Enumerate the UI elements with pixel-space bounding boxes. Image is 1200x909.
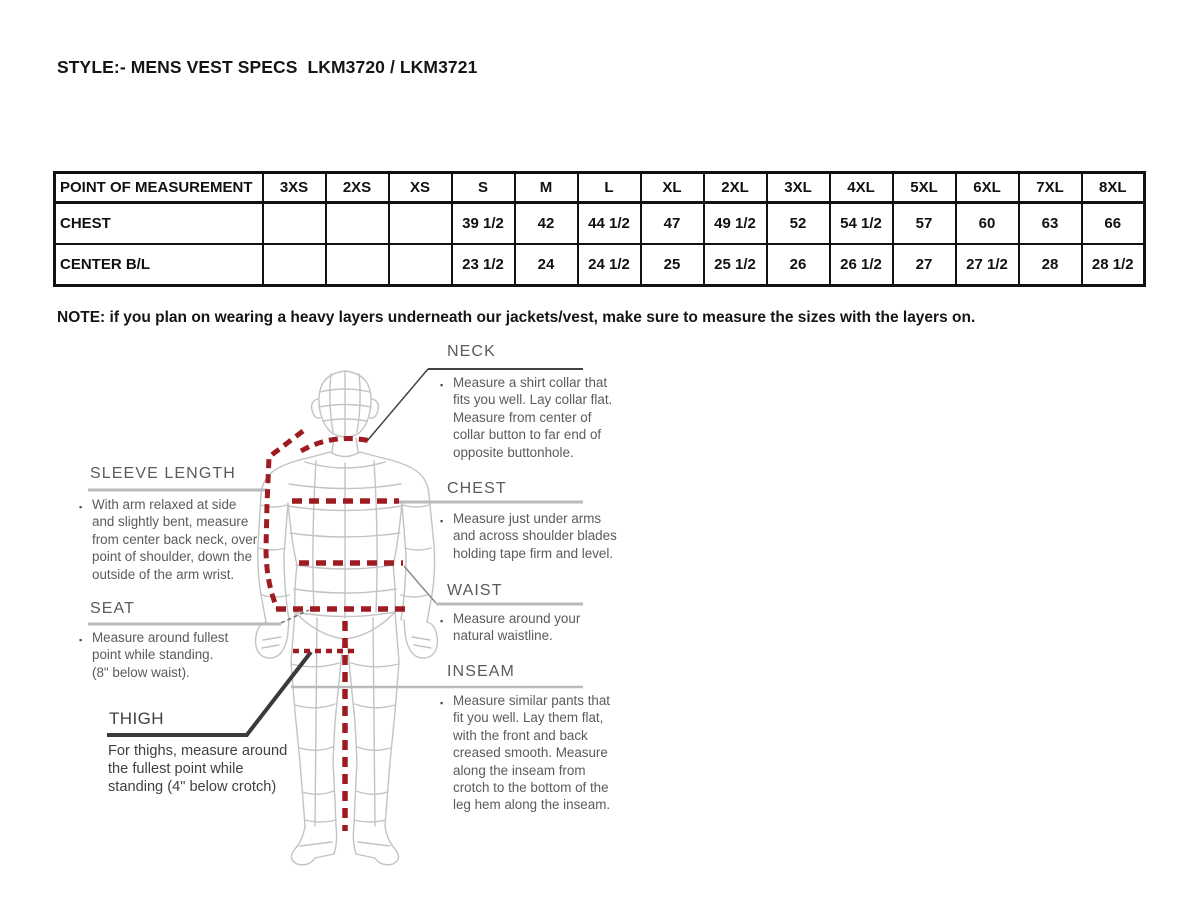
table-header-cell: 5XL <box>893 173 956 203</box>
inseam-heading: INSEAM <box>447 663 515 680</box>
table-cell <box>263 244 326 286</box>
bullet-square-icon: ▪ <box>440 380 444 390</box>
page-title: STYLE:- MENS VEST SPECS LKM3720 / LKM3721 <box>57 57 478 77</box>
waist-description: Measure around your natural waistline. <box>453 611 581 644</box>
row-label-cell: CENTER B/L <box>55 244 263 286</box>
table-cell: 57 <box>893 203 956 245</box>
table-cell: 44 1/2 <box>578 203 641 245</box>
table-header-cell: 3XL <box>767 173 830 203</box>
table-cell: 54 1/2 <box>830 203 893 245</box>
table-cell: 52 <box>767 203 830 245</box>
table-cell: 24 <box>515 244 578 286</box>
table-cell <box>389 244 452 286</box>
table-cell <box>389 203 452 245</box>
row-label-cell: CHEST <box>55 203 263 245</box>
table-header-cell: 6XL <box>956 173 1019 203</box>
thigh-heading: THIGH <box>109 709 164 728</box>
bullet-square-icon: ▪ <box>440 516 444 526</box>
table-cell: 66 <box>1082 203 1145 245</box>
bullet-square-icon: ▪ <box>79 635 83 645</box>
table-row <box>55 203 1145 245</box>
table-header-cell: 2XS <box>326 173 389 203</box>
table-cell: 49 1/2 <box>704 203 767 245</box>
table-header-cell: S <box>452 173 515 203</box>
table-cell <box>263 203 326 245</box>
table-header-row <box>55 173 1145 203</box>
chest-description: Measure just under arms and across shoulder blades holding tape firm and level. <box>453 511 617 561</box>
sleeve-length-heading: SLEEVE LENGTH <box>90 465 236 482</box>
table-cell: 25 <box>641 244 704 286</box>
table-cell: 28 1/2 <box>1082 244 1145 286</box>
table-cell: 28 <box>1019 244 1082 286</box>
table-cell: 39 1/2 <box>452 203 515 245</box>
table-cell: 27 1/2 <box>956 244 1019 286</box>
table-cell: 24 1/2 <box>578 244 641 286</box>
table-header-cell: 7XL <box>1019 173 1082 203</box>
inseam-description: Measure similar pants that fit you well. Lay them flat, with the front and back creased smooth. Measure along the inseam from crotch to the bottom of the leg hem along the inseam. <box>453 693 611 813</box>
table-cell: 23 1/2 <box>452 244 515 286</box>
table-cell: 60 <box>956 203 1019 245</box>
table-header-cell: XS <box>389 173 452 203</box>
seat-heading: SEAT <box>90 600 136 617</box>
table-header-cell: 2XL <box>704 173 767 203</box>
table-header-cell: L <box>578 173 641 203</box>
bullet-square-icon: ▪ <box>440 698 444 708</box>
table-row <box>55 244 1145 286</box>
table-cell: 47 <box>641 203 704 245</box>
note-text: NOTE: if you plan on wearing a heavy layers underneath our jackets/vest, make sure to measure the sizes with the layers on. <box>57 309 976 326</box>
neck-description: Measure a shirt collar that fits you well. Lay collar flat. Measure from center of collar button to far end of opposite buttonhole. <box>453 375 613 460</box>
table-cell: 27 <box>893 244 956 286</box>
table-cell <box>326 203 389 245</box>
table-header-cell: 8XL <box>1082 173 1145 203</box>
table-header-cell: 3XS <box>263 173 326 203</box>
thigh-description: For thighs, measure around the fullest point while standing (4" below crotch) <box>108 743 288 795</box>
neck-heading: NECK <box>447 343 496 360</box>
seat-description: Measure around fullest point while standing. (8" below waist). <box>92 630 229 680</box>
table-cell <box>326 244 389 286</box>
table-cell: 25 1/2 <box>704 244 767 286</box>
table-header-cell: XL <box>641 173 704 203</box>
waist-heading: WAIST <box>447 582 503 599</box>
table-cell: 42 <box>515 203 578 245</box>
table-header-cell: 4XL <box>830 173 893 203</box>
table-header-cell: M <box>515 173 578 203</box>
table-cell: 26 <box>767 244 830 286</box>
table-header-cell: POINT OF MEASUREMENT <box>55 173 263 203</box>
size-spec-table <box>53 171 1146 287</box>
sleeve-length-description: With arm relaxed at side and slightly bent, measure from center back neck, over point of shoulder, down the outside of the arm wrist. <box>92 497 258 582</box>
bullet-square-icon: ▪ <box>440 616 444 626</box>
chest-heading: CHEST <box>447 480 507 497</box>
bullet-square-icon: ▪ <box>79 502 83 512</box>
table-cell: 63 <box>1019 203 1082 245</box>
table-cell: 26 1/2 <box>830 244 893 286</box>
